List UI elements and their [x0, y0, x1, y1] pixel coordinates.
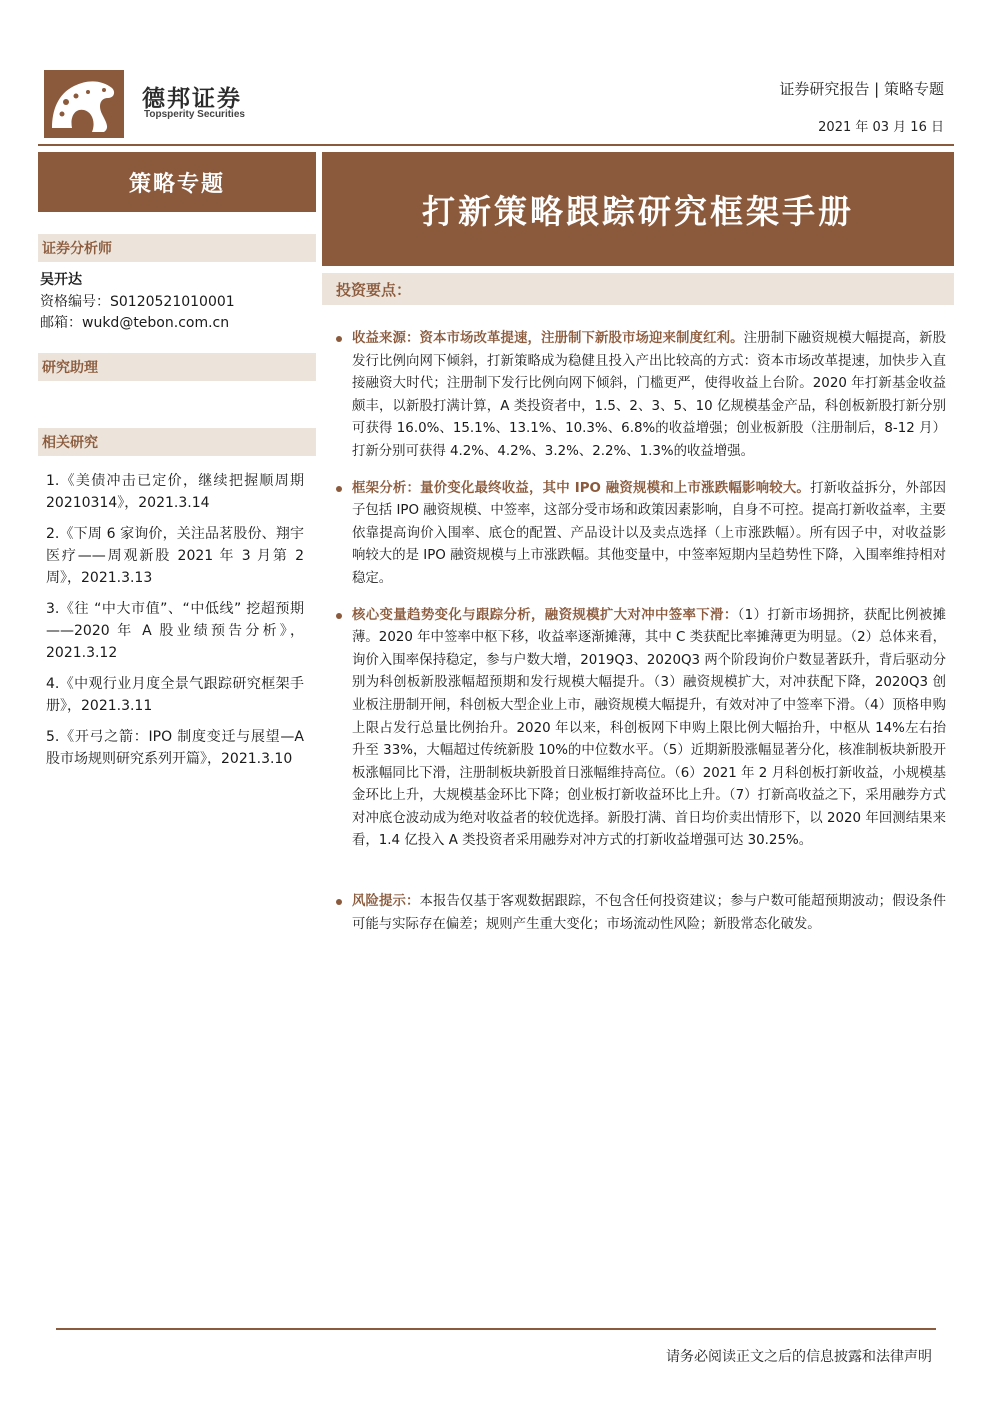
analyst-license: 资格编号：S0120521010001	[40, 294, 235, 310]
assistant-heading: 研究助理	[38, 353, 316, 381]
keypoint-paragraph	[334, 605, 946, 854]
report-date: 2021 年 03 月 16 日	[818, 120, 944, 135]
keypoint-text: （1）打新市场拥挤，获配比例被摊薄。2020 年中签率中枢下移，收益率逐渐摊薄，其中 C 类获配比率摊薄更为明显。（2）总体来看，询价入围率保持稳定，参与户数大增，2019Q3、2020Q3 两个阶段询价户数显著跃升，背后驱动分别为科创板新股涨幅超预期和发行规模大幅提升。（3）融资规模扩大，对冲获配下降，2020Q3 创业板注册制开闸，科创板大型企业上市，融资规模大幅提升，有效对冲了中签率下滑。（4）顶格申购上限占发行总量比例抬升。2020 年以来，科创板网下申购上限比例大幅抬升，中枢从 14%左右抬升至 33%，大幅超过传统新股 10%的中位数水平。（5）近期新股涨幅显著分化，核准制板块新股开板涨幅同比下滑，注册制板块新股首日涨幅维持高位。（6）2021 年 2 月科创板打新收益，小规模基金环比上升，大规模基金环比下降；创业板打新收益环比上升。（7）打新高收益之下，采用融券方式对冲底仓波动成为绝对收益者的较优选择。新股打满、首日均价卖出情形下，以 2020 年回测结果来看，1.4 亿投入 A 类投资者采用融券对冲方式的打新收益增强可达 30.25%。	[352, 607, 946, 849]
related-research-item[interactable]: 1.《美债冲击已定价，继续把握顺周期 20210314》，2021.3.14	[46, 473, 304, 511]
keypoint-paragraph	[334, 328, 946, 464]
keypoints-heading: 投资要点：	[322, 273, 954, 305]
related-research-item[interactable]: 3.《往 “中大市值”、“中低线” 挖超预期——2020 年 A 股业绩预告分析》，2021.3.12	[46, 601, 304, 661]
brand-name-en: Topsperity Securities	[144, 109, 245, 120]
related-research-item[interactable]: 2.《下周 6 家询价，关注品茗股份、翔宇医疗——周观新股 2021 年 3 月第 2 周》，2021.3.13	[46, 526, 304, 586]
keypoint-text: 打新收益拆分，外部因子包括 IPO 融资规模、中签率，这部分受市场和政策因素影响，自身不可控。提高打新收益率，主要依靠提高询价入围率、底仓的配置、产品设计以及卖点选择（上市涨跌幅）。所有因子中，对收益影响较大的是 IPO 融资规模与上市涨跌幅。其他变量中，中签率短期内呈趋势性下降，入围率维持相对稳定。	[352, 480, 946, 586]
risk-text: 本报告仅基于客观数据跟踪，不包含任何投资建议；参与户数可能超预期波动；假设条件可能与实际存在偏差；规则产生重大变化；市场流动性风险；新股常态化破发。	[352, 894, 946, 932]
related-research-item[interactable]: 5.《开弓之箭：IPO 制度变迁与展望—A 股市场规则研究系列开篇》，2021.3.10	[46, 729, 304, 767]
footer-divider	[56, 1328, 936, 1330]
category-tag: 策略专题	[38, 152, 316, 212]
risk-paragraph	[334, 891, 946, 936]
brand-name-cn: 德邦证券	[142, 86, 242, 112]
bullet-icon	[336, 336, 342, 342]
bullet-icon	[336, 486, 342, 492]
related-heading: 相关研究	[38, 428, 316, 456]
company-logo	[44, 70, 124, 138]
keypoint-lead: 框架分析：量价变化最终收益，其中 IPO 融资规模和上市涨跌幅影响较大。	[352, 480, 811, 496]
analyst-heading: 证券分析师	[38, 234, 316, 262]
bullet-icon	[336, 613, 342, 619]
keypoint-text: 注册制下融资规模大幅提高，新股发行比例向网下倾斜，打新策略成为稳健且投入产出比较高的方式：资本市场改革提速，加快步入直接融资大时代；注册制下发行比例向网下倾斜，门槛更严，使得收益上台阶。2020 年打新基金收益颇丰，以新股打满计算，A 类投资者中，1.5、2、3、5、10 亿规模基金产品，科创板新股打新分别可获得 16.0%、15.1%、13.1%、10.3%、6.8%的收益增强；创业板新股（注册制后，8-12 月）打新分别可获得 4.2%、4.2%、3.2%、2.2%、1.3%的收益增强。	[352, 331, 947, 459]
analyst-name: 吴开达	[40, 272, 82, 288]
keypoint-lead: 核心变量趋势变化与跟踪分析，融资规模扩大对冲中签率下滑：	[352, 607, 738, 623]
report-title: 打新策略跟踪研究框架手册	[322, 152, 954, 266]
related-research-item[interactable]: 4.《中观行业月度全景气跟踪研究框架手册》，2021.3.11	[46, 676, 304, 714]
keypoint-lead: 收益来源：资本市场改革提速，注册制下新股市场迎来制度红利。	[352, 331, 744, 346]
analyst-email: 邮箱：wukd@tebon.com.cn	[40, 315, 230, 331]
footer-disclaimer[interactable]: 请务必阅读正文之后的信息披露和法律声明	[666, 1349, 932, 1365]
header-divider	[38, 144, 954, 146]
keypoint-paragraph	[334, 478, 946, 591]
bullet-icon	[336, 899, 342, 905]
report-type: 证券研究报告 | 策略专题	[779, 80, 944, 98]
keypoints-body	[334, 328, 946, 950]
related-research-list	[46, 470, 304, 779]
risk-lead: 风险提示：	[352, 894, 420, 910]
